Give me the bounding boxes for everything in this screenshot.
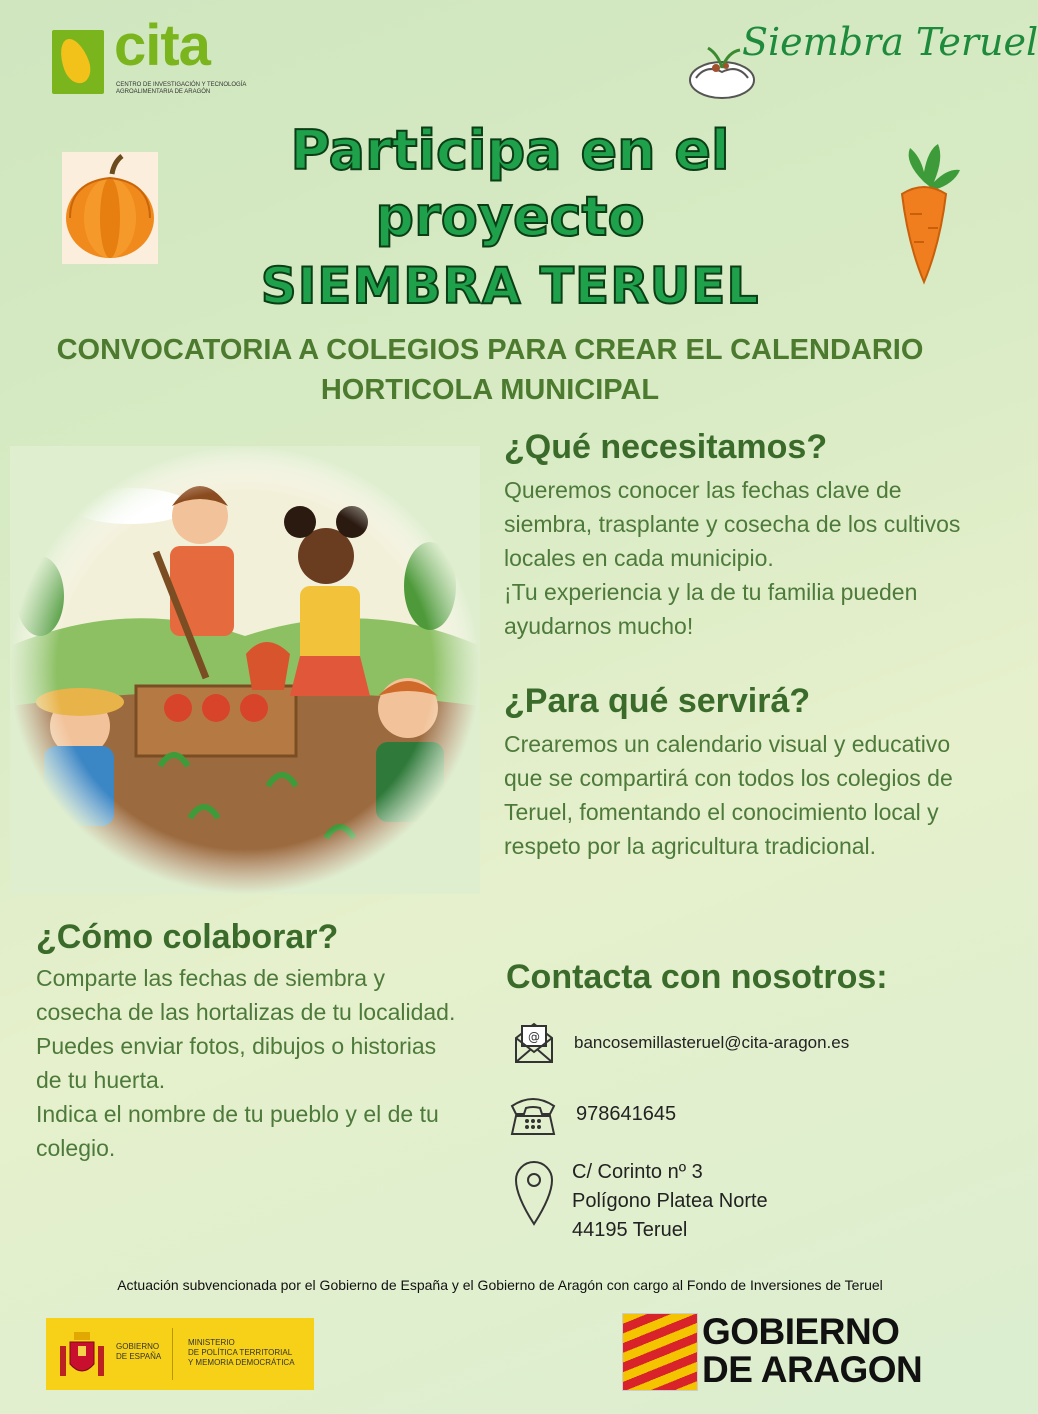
contact-email-row [512,1018,849,1066]
contact-address-row [514,1158,768,1245]
email-link[interactable]: bancosemillasteruel@cita-aragon.es [574,1033,850,1052]
section-body: Puedes enviar fotos, dibujos o historias de tu huerta. [36,1033,437,1093]
title-line-3: SIEMBRA TERUEL [260,257,760,315]
espana-line: DE ESPAÑA [116,1352,162,1361]
section-body: Indica el nombre de tu pueblo y el de tu colegio. [36,1101,439,1161]
siembra-teruel-logo-text: Siembra Teruel [742,20,1038,64]
gobierno-espana-logo [46,1318,314,1390]
section-what-for [504,682,974,863]
spain-coat-of-arms-icon [56,1328,108,1382]
divider [172,1328,173,1380]
email-icon [512,1018,556,1066]
contact-phone-row [508,1090,676,1138]
address-line: 44195 Teruel [572,1219,688,1241]
ministry-line: DE POLÍTICA TERRITORIAL [188,1348,293,1357]
section-contact [506,958,976,997]
location-icon [514,1158,554,1228]
ministry-line: MINISTERIO [188,1338,235,1347]
section-body: Queremos conocer las fechas clave de siembra, trasplante y cosecha de los cultivos locales en cada municipio. [504,477,961,571]
phone-number[interactable]: 978641645 [576,1103,677,1125]
section-how-to-collaborate [36,918,456,1165]
title-line-2: proyecto [375,185,645,248]
aragon-line: GOBIERNO [702,1311,900,1352]
phone-icon [508,1090,558,1138]
section-heading: ¿Para qué servirá? [504,682,811,720]
cita-leaf-icon [52,30,104,94]
page-title [100,118,920,322]
section-body: Comparte las fechas de siembra y cosecha de las hortalizas de tu localidad. [36,965,456,1025]
espana-line: GOBIERNO [116,1342,160,1351]
ministry-line: Y MEMORIA DEMOCRÁTICA [188,1358,295,1367]
address-line: C/ Corinto nº 3 [572,1161,703,1183]
children-gardening-illustration [10,446,480,894]
aragon-text [702,1313,922,1389]
espana-text [116,1342,161,1362]
section-what-we-need [504,428,974,643]
section-heading: ¿Qué necesitamos? [504,428,828,466]
title-line-1: Participa en el [290,119,730,182]
cita-logo-word: cita [114,13,210,78]
aragon-line: DE ARAGON [702,1349,923,1390]
address-line: Polígono Platea Norte [572,1190,768,1212]
subtitle: CONVOCATORIA A COLEGIOS PARA CREAR EL CALENDARIO HORTICOLA MUNICIPAL [56,334,924,406]
gobierno-aragon-logo [622,1313,952,1391]
svg-text:@: @ [528,1030,540,1044]
section-heading: Contacta con nosotros: [506,958,888,996]
cita-logo [52,13,252,98]
aragon-flag-icon [622,1313,698,1391]
section-body: Crearemos un calendario visual y educativo que se compartirá con todos los colegios de Teruel, fomentando el conocimiento local y respeto por la agricultura tradicional. [504,731,953,859]
ministry-text [188,1338,295,1368]
siembra-teruel-logo [682,12,1038,102]
cita-logo-subtitle: CENTRO DE INVESTIGACIÓN Y TECNOLOGÍA AGROALIMENTARIA DE ARAGÓN [116,82,247,95]
section-heading: ¿Cómo colaborar? [36,918,339,956]
funding-notice: Actuación subvencionada por el Gobierno de España y el Gobierno de Aragón con cargo al Fondo de Inversiones de Teruel [117,1277,883,1293]
address-block [572,1158,768,1245]
section-body: ¡Tu experiencia y la de tu familia pueden ayudarnos mucho! [504,579,918,639]
